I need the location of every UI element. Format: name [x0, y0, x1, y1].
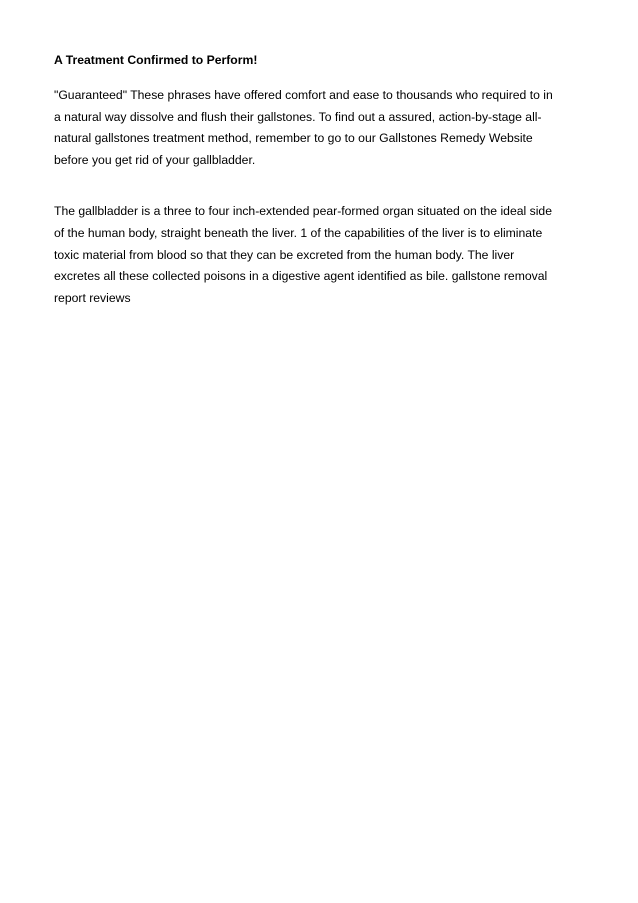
paragraph-line: toxic material from blood so that they can be excreted from the human body. The liver [54, 247, 515, 262]
paragraph-guaranteed [54, 85, 594, 171]
paragraph-line: natural gallstones treatment method, remember to go to our Gallstones Remedy Website [54, 131, 533, 146]
paragraph-line: "Guaranteed" These phrases have offered comfort and ease to thousands who required to in [54, 88, 553, 102]
paragraph-line: The gallbladder is a three to four inch-extended pear-formed organ situated on the ideal side [54, 204, 552, 219]
paragraph-line: before you get rid of your gallbladder. [54, 152, 256, 167]
paragraph-line: of the human body, straight beneath the liver. 1 of the capabilities of the liver is to eliminate [54, 225, 543, 240]
document-body [54, 49, 594, 309]
paragraph-line: report reviews [54, 290, 131, 305]
paragraph-line: excretes all these collected poisons in a digestive agent identified as bile. gallstone removal [54, 269, 548, 284]
paragraph-gallbladder [54, 201, 594, 309]
paragraph-line: a natural way dissolve and flush their gallstones. To find out a assured, action-by-stage all- [54, 109, 542, 124]
document-title: A Treatment Confirmed to Perform! [54, 53, 258, 67]
